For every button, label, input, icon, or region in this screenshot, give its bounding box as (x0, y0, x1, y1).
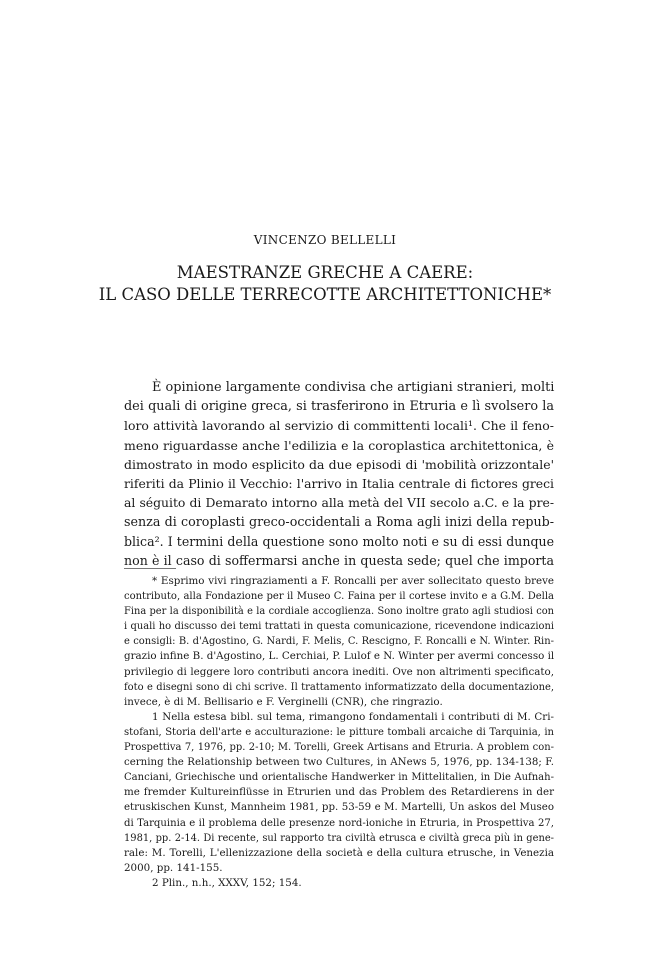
body-line: al séguito di Demarato intorno alla metà del VII secolo a.C. e la pre- (124, 495, 554, 511)
footnote-1-line: rale: M. Torelli, L'ellenizzazione della società e della cultura etrusche, in Venezia (124, 846, 554, 859)
footnote-1-line: Canciani, Griechische und orientalische Handwerker in Mittelitalien, in Die Aufnah- (124, 772, 554, 784)
body-line: dimostrato in modo esplicito da due episodi di 'mobilità orizzontale' (124, 456, 554, 472)
footnote-star-line: invece, è di M. Bellisario e F. Verginelli (CNR), che ringrazio. (124, 695, 443, 708)
body-line: riferiti da Plinio il Vecchio: l'arrivo in Italia centrale di fictores greci (124, 476, 554, 492)
body-line: È opinione largamente condivisa che artigiani stranieri, molti (152, 380, 555, 395)
footnote-star-line: * Esprimo vivi ringraziamenti a F. Roncalli per aver sollecitato questo breve (152, 575, 554, 587)
footnote-1-line: 1 Nella estesa bibl. sul tema, rimangono fondamentali i contributi di M. Cri- (152, 710, 554, 723)
footnote-star-line: grazio infine B. d'Agostino, L. Cerchiai, P. Lulof e N. Winter per avermi concesso il (124, 650, 555, 663)
body-line: meno riguardasse anche l'edilizia e la coroplastica architettonica, è (124, 437, 554, 453)
body-line: loro attività lavorando al servizio di committenti locali¹. Che il feno- (124, 418, 554, 434)
footnote-1-line: 1981, pp. 2-14. Di recente, sul rapporto tra civiltà etrusca e civiltà greca più in gene- (124, 832, 554, 844)
footnote-star-line: privilegio di leggere loro contributi ancora inediti. Ove non altrimenti specificato, (124, 665, 554, 678)
footnote-1-line: etruskischen Kunst, Mannheim 1981, pp. 53-59 e M. Martelli, Un askos del Museo (124, 802, 554, 814)
footnote-1-line: stofani, Storia dell'arte e acculturazione: le pitture tombali arcaiche di Tarquinia, in (124, 726, 554, 738)
footnote-1-line: di Tarquinia e il problema delle presenze nord-ioniche in Etruria, in Prospettiva 27, (124, 817, 554, 829)
footnote-1-line: 2000, pp. 141-155. (124, 861, 223, 874)
body-line: dei quali di origine greca, si trasferirono in Etruria e lì svolsero la (124, 399, 554, 415)
footnote-1-line: me fremder Kultureinflüsse in Etrurien und das Problem des Retardierens in der (124, 786, 554, 799)
footnote-1-line: Prospettiva 7, 1976, pp. 2-10; M. Torelli, Greek Artisans and Etruria. A problem con- (124, 742, 554, 754)
footnote-star-line: contributo, alla Fondazione per il Museo C. Faina per il cortese invito e a G.M. Della (124, 591, 554, 603)
footnotes (124, 574, 554, 891)
footnote-2: 2 Plin., n.h., XXXV, 152; 154. (152, 876, 302, 889)
footnote-divider (124, 568, 176, 569)
author-name: VINCENZO BELLELLI (253, 233, 397, 247)
body-line: non è il caso di soffermarsi anche in questa sede; quel che importa (124, 552, 554, 568)
body-paragraph (124, 378, 554, 570)
title-line: IL CASO DELLE TERRECOTTE ARCHITETTONICHE* (98, 285, 552, 304)
footnote-1-line: cerning the Relationship between two Cultures, in ANews 5, 1976, pp. 134-138; F. (124, 757, 554, 769)
body-line: blica². I termini della questione sono molto noti e su di essi dunque (124, 533, 554, 549)
footnote-star-line: i quali ho discusso dei temi trattati in questa comunicazione, ricevendone indicazioni (124, 621, 554, 633)
footnote-star-line: foto e disegni sono di chi scrive. Il trattamento informatizzato della documentazione, (124, 681, 554, 693)
body-line: senza di coroplasti greco-occidentali a Roma agli inizi della repub- (124, 514, 554, 530)
title-line: MAESTRANZE GRECHE A CAERE: (176, 263, 474, 282)
footnote-star-line: e consigli: B. d'Agostino, G. Nardi, F. Melis, C. Rescigno, F. Roncalli e N. Winter. Rin- (124, 636, 554, 648)
footnote-star-line: Fina per la disponibilità e la cordiale accoglienza. Sono inoltre grato agli studiosi con (124, 606, 554, 618)
article-title (0, 262, 650, 306)
